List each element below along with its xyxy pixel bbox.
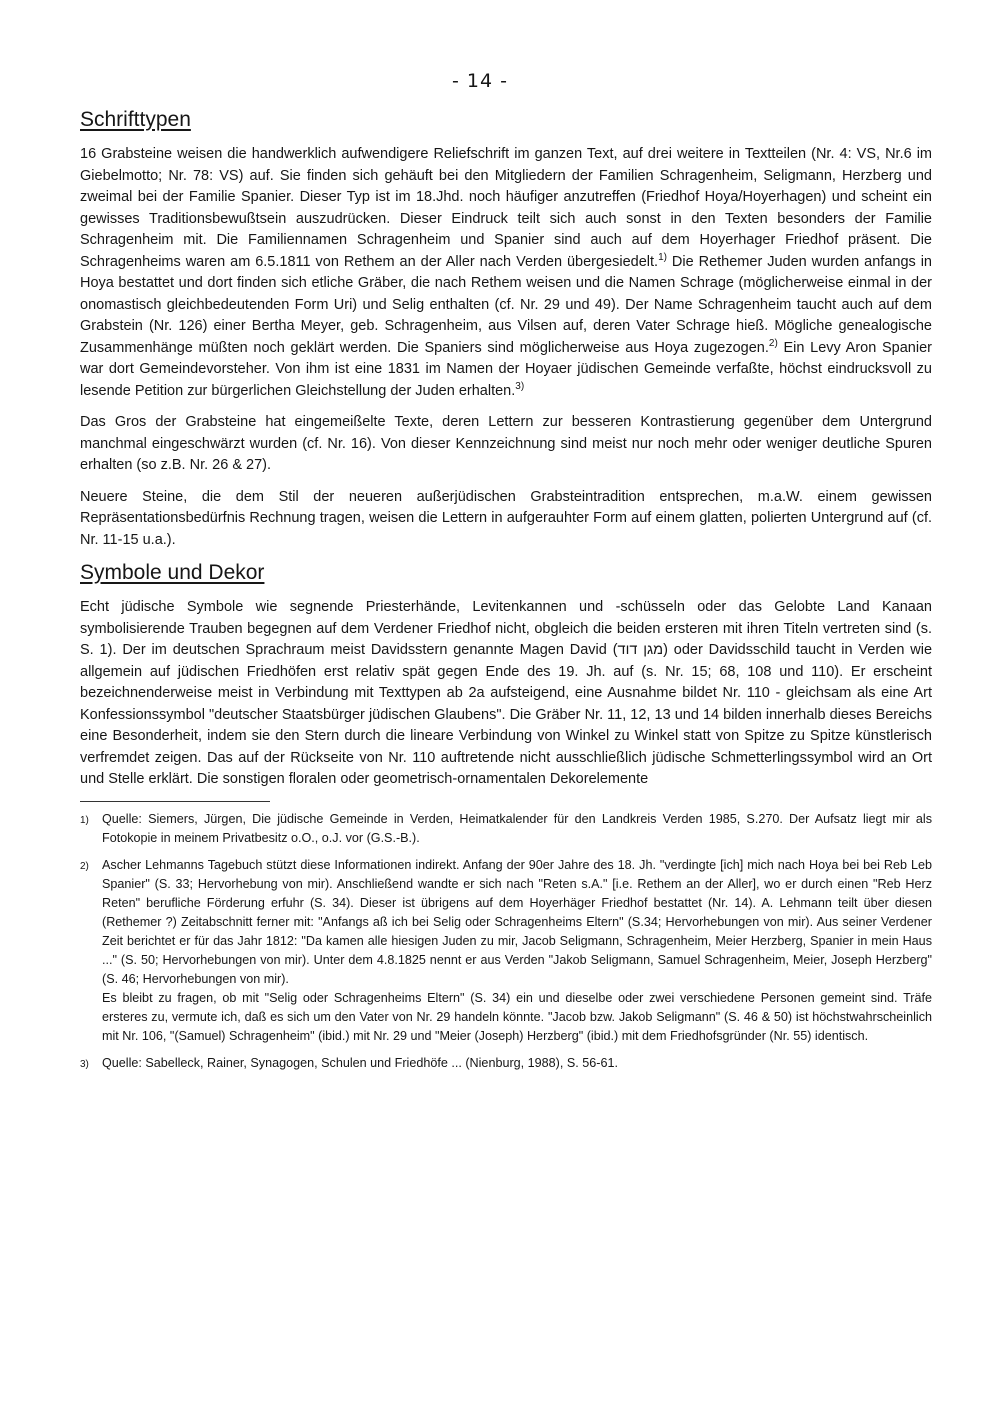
- footnote-divider: [80, 801, 270, 802]
- section-heading-symbole: Symbole und Dekor: [80, 561, 265, 584]
- footnote-ref-3[interactable]: 3): [515, 380, 525, 392]
- footnote-paragraph: Ascher Lehmanns Tagebuch stützt diese Informationen indirekt. Anfang der 90er Jahre des 18. Jh. "verdingte [ich] mich nach Hoya bei bei Reb Leb Spanier" (S. 33; Hervorhebung von mir). Anschließend wandte er sich nach "Reten s.A." [i.e. Rethem an der Aller], wo er durch einen "Reb Herz Reten" berufliche Förderung erfuhr (S. 34). Dieser ist übrigens auf dem Hoyerhäger Friedhof bestattet (Nr. 14). A. Lehmann teilt über diesen (Rethemer ?) Zeitabschnitt ferner mit: "Anfangs aß ich bei Selig oder Schragenheims Eltern" (S.34; Hervorhebungen von mir). Aus seiner Verdener Zeit berichtet er für das Jahr 1812: "Da kamen alle hiesigen Juden zu mir, Jacob Seligmann, Schragenheim, Meier Herzberg, Spanier in mein Haus ..." (S. 50; Hervorhebungen von mir). Unter dem 4.8.1825 nennt er aus Verden "Jakob Seligmann, Samuel Schragenheim, Meier, Joseph Herzberg" (S. 46; Hervorhebungen von mir).: [102, 857, 932, 986]
- section-heading-schrifttypen: Schrifttypen: [80, 108, 191, 131]
- footnote-text: [102, 856, 932, 1046]
- footnote-text: Quelle: Sabelleck, Rainer, Synagogen, Schulen und Friedhöfe ... (Nienburg, 1988), S. 56-61.: [102, 1055, 618, 1070]
- footnote-ref-1[interactable]: 1): [658, 251, 667, 263]
- page-content: [80, 108, 932, 1082]
- footnote-text: Quelle: Siemers, Jürgen, Die jüdische Gemeinde in Verden, Heimatkalender für den Landkreis Verden 1985, S.270. Der Aufsatz liegt mir als Fotokopie in meinem Privatbesitz o.O., o.J. vor (G.S.-B.).: [102, 811, 932, 845]
- footnote-mark: 2): [80, 860, 89, 872]
- footnote-3: [80, 1054, 932, 1074]
- paragraph-schrifttypen-2: Das Gros der Grabsteine hat eingemeißelte Texte, deren Lettern zur besseren Kontrastierung gegenüber dem Untergrund manchmal eingeschwärzt wurden (cf. Nr. 16). Von dieser Kennzeichnung sind meist nur noch mehr oder weniger deutliche Spuren erhalten (so z.B. Nr. 26 & 27).: [80, 414, 932, 473]
- page-number: - 14 -: [452, 70, 508, 92]
- paragraph-symbole-1: Echt jüdische Symbole wie segnende Priesterhände, Levitenkannen und -schüsseln oder das Gelobte Land Kanaan symbolisierende Trauben begegnen auf dem Verdener Friedhof nicht, obgleich die beiden ersteren mit ihren Titeln vertreten sind (s. S. 1). Der im deutschen Sprachraum meist Davidsstern genannte Magen David (מגן דוד) oder Davidsschild taucht in Verden wie allgemein auf jüdischen Friedhöfen erst relativ spät gegen Ende des 19. Jh. auf (s. Nr. 15; 68, 108 und 110). Er erscheint bezeichnenderweise meist in Verbindung mit Texttypen ab 2a aufsteigend, eine Ausnahme bildet Nr. 110 - gleichsam als eine Art Konfessionssymbol "deutscher Staatsbürger jüdischen Glaubens". Die Gräber Nr. 11, 12, 13 und 14 bilden innerhalb dieses Bereichs eine Besonderheit, indem sie den Stern durch die lineare Verbindung von Winkel zu Winkel statt von Spitze zu Spitze künstlerisch verfremdet zeigen. Das auf der Rückseite von Nr. 110 auftretende nicht ausschließlich jüdische Schmetterlingssymbol wird an Ort und Stelle erklärt. Die sonstigen floralen oder geometrisch-ornamentalen Dekorelemente: [80, 599, 933, 787]
- footnote-mark: 1): [80, 814, 89, 826]
- footnote-paragraph: Es bleibt zu fragen, ob mit "Selig oder Schragenheims Eltern" (S. 34) ein und dieselbe oder zwei verschiedene Personen gemeint sind. Träfe ersteres zu, vermute ich, daß es sich um den Vater von Nr. 29 handeln könnte. "Jacob bzw. Jakob Seligmann" (S. 46 & 50) ist höchstwahrscheinlich mit Nr. 106, "(Samuel) Schragenheim" (ibid.) mit Nr. 29 und "Meier (Joseph) Herzberg" (ibid.) mit dem Friedhofsgründer (Nr. 55) identisch.: [102, 990, 932, 1043]
- footnote-2: [80, 856, 932, 1046]
- paragraph-schrifttypen-3: Neuere Steine, die dem Stil der neueren außerjüdischen Grabsteintradition entsprechen, m.a.W. einem gewissen Repräsentationsbedürfnis Rechnung tragen, weisen die Lettern in aufgerauhter Form auf einem glatten, polierten Untergrund auf (cf. Nr. 11-15 u.a.).: [80, 488, 932, 548]
- footnote-ref-2[interactable]: 2): [768, 337, 778, 349]
- footnote-1: [80, 810, 932, 848]
- paragraph-schrifttypen-1: 16 Grabsteine weisen die handwerklich aufwendigere Reliefschrift im ganzen Text, auf drei weitere in Textteilen (Nr. 4: VS, Nr.6 im Giebelmotto; Nr. 78: VS) auf. Sie finden sich gehäuft bei den Mitgliedern der Familien Schragenheim, Seligmann, Herzberg und zweimal bei der Familie Spanier. Dieser Typ ist im 18.Jhd. noch häufiger anzutreffen (Friedhof Hoya/Hoyerhagen) und scheint ein gewisses Traditionsbewußtsein auszudrücken. Dieser Eindruck teilt sich auch sonst in den Texten besonders der Familie Schragenheim mit. Die Familiennamen Schragenheim und Spanier sind auch auf dem Hoyerhager Friedhof präsent. Die Schragenheims waren am 6.5.1811 von Rethem an der Aller nach Verden übergesiedelt.$^{1)}$ Die Rethemer Juden wurden anfangs in Hoya bestattet und dort finden sich etliche Gräber, die nach Rethem weisen und die Namen Schrage (möglicherweise einmal in der onomastisch gleichbedeutenden Form Uri) und Selig enthalten (cf. Nr. 29 und 49). Der Name Schragenheim taucht auch auf dem Grabstein (Nr. 126) einer Bertha Meyer, geb. Schragenheim, aus Vilsen auf, deren Vater Schrage hieß. Mögliche genealogische Zusammenhänge müßten noch geklärt werden. Die Spaniers sind möglicherweise aus Hoya zugezogen.$^{2)}$ Ein Levy Aron Spanier war dort Gemeindevorsteher. Von ihm ist eine 1831 im Namen der Hoyaer jüdischen Gemeinde verfaßte, höchst eindrucksvoll zu lesende Petition zur bürgerlichen Gleichstellung der Juden erhalten.$^{3)}$: [80, 146, 932, 399]
- footnote-mark: 3): [80, 1058, 89, 1070]
